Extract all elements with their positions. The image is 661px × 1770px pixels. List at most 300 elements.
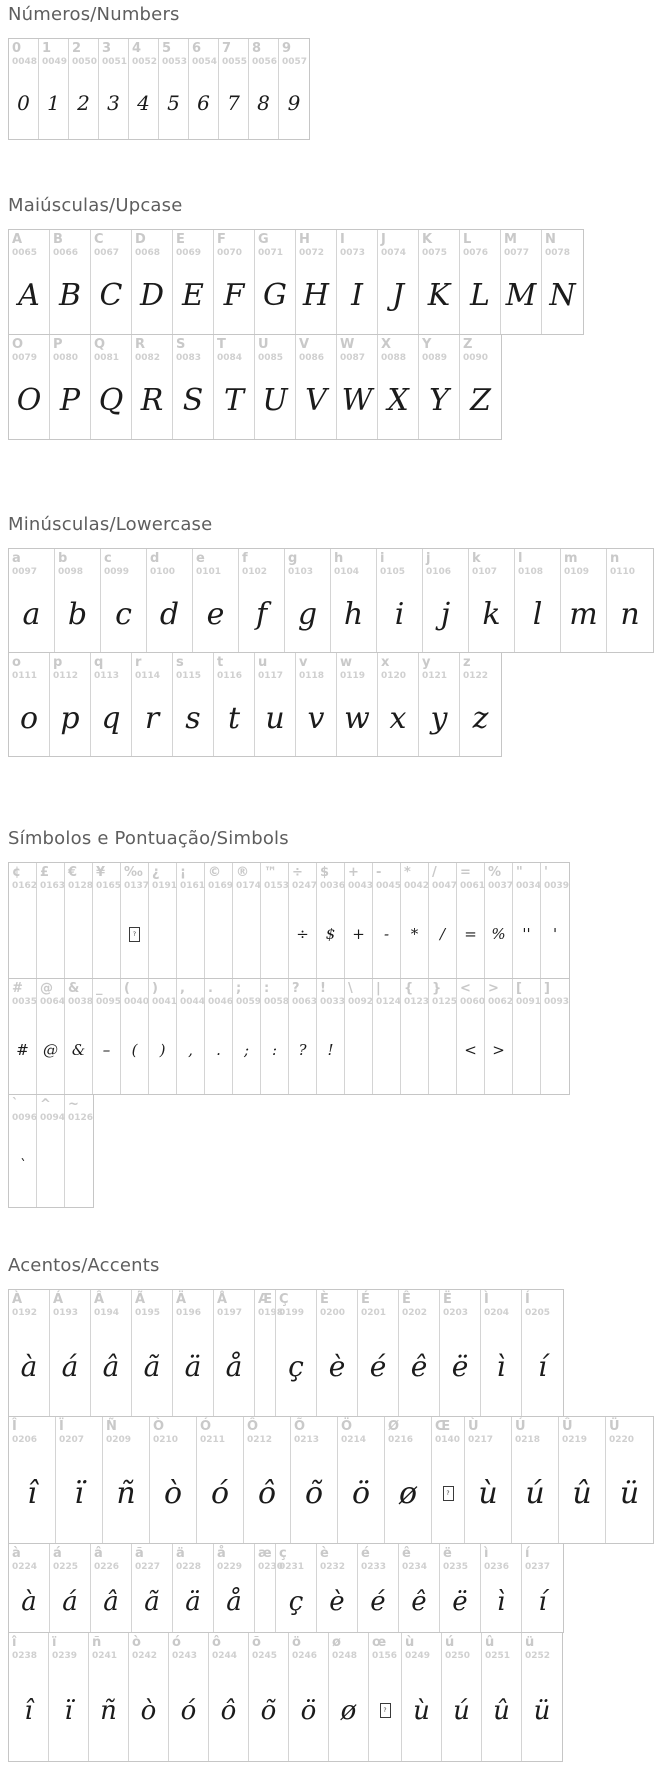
unicode-decimal-code: 0036 <box>320 881 346 891</box>
font-glyph: s <box>185 700 201 736</box>
font-glyph: 0 <box>17 90 30 115</box>
char-cell <box>65 863 93 978</box>
unicode-decimal-code: 0251 <box>485 1651 511 1661</box>
char-cell <box>419 230 460 334</box>
char-cell <box>101 549 147 652</box>
font-glyph: ñ <box>116 1476 136 1511</box>
char-cell <box>541 979 569 1094</box>
font-glyph: ã <box>143 1350 161 1383</box>
reference-char: g <box>288 551 298 566</box>
reference-char: p <box>53 655 63 670</box>
unicode-decimal-code: 0201 <box>361 1308 387 1318</box>
reference-char: k <box>472 551 481 566</box>
font-glyph: = <box>464 925 477 943</box>
charmap-table <box>8 229 584 440</box>
reference-char: Ü <box>609 1419 620 1434</box>
unicode-decimal-code: 0207 <box>59 1435 85 1445</box>
font-glyph: h <box>343 596 364 632</box>
unicode-decimal-code: 0243 <box>172 1651 198 1661</box>
font-glyph: 2 <box>77 90 90 115</box>
char-cell <box>9 653 50 756</box>
font-glyph: ë <box>452 1586 468 1617</box>
reference-char: < <box>460 981 471 996</box>
font-glyph: - <box>383 925 390 943</box>
reference-char: À <box>12 1292 23 1307</box>
char-cell <box>249 39 279 139</box>
char-cell <box>50 1290 91 1416</box>
unicode-decimal-code: 0113 <box>94 671 120 681</box>
font-glyph <box>432 1008 456 1092</box>
reference-char: ! <box>320 981 326 996</box>
font-glyph: 8 <box>257 90 270 115</box>
reference-char: - <box>376 865 382 880</box>
char-cell <box>289 979 317 1094</box>
reference-char: \ <box>348 981 353 996</box>
reference-char: J <box>381 232 386 247</box>
reference-char: G <box>258 232 269 247</box>
char-cell <box>129 1633 169 1761</box>
font-glyph: u <box>265 700 285 736</box>
unicode-decimal-code: 0219 <box>562 1435 588 1445</box>
reference-char: q <box>94 655 104 670</box>
font-glyph: ã <box>144 1586 160 1617</box>
font-glyph <box>12 892 36 976</box>
reference-char: U <box>258 337 269 352</box>
char-cell <box>331 549 377 652</box>
reference-char: ì <box>484 1546 489 1561</box>
reference-char: v <box>299 655 308 670</box>
reference-char: f <box>242 551 248 566</box>
font-glyph: û <box>493 1695 510 1726</box>
font-glyph <box>404 1008 428 1092</box>
char-cell <box>50 230 91 334</box>
font-glyph: i <box>394 596 405 632</box>
unicode-decimal-code: 0038 <box>68 997 94 1007</box>
unicode-decimal-code: 0099 <box>104 567 130 577</box>
char-cell <box>9 549 55 652</box>
font-glyph: ù <box>413 1695 430 1726</box>
reference-char: P <box>53 337 63 352</box>
reference-char: 3 <box>102 41 112 56</box>
reference-char: X <box>381 337 392 352</box>
unicode-decimal-code: 0224 <box>12 1562 38 1572</box>
char-cell <box>457 863 485 978</box>
font-glyph: Q <box>98 383 124 418</box>
font-glyph: ñ <box>100 1695 117 1726</box>
char-cell <box>65 1095 93 1207</box>
font-glyph <box>208 892 232 976</box>
unicode-decimal-code: 0094 <box>40 1113 66 1123</box>
reference-char: @ <box>40 981 53 996</box>
font-glyph: > <box>492 1041 505 1059</box>
unicode-decimal-code: 0104 <box>334 567 360 577</box>
char-cell <box>239 549 285 652</box>
unicode-decimal-code: 0046 <box>208 997 234 1007</box>
unicode-decimal-code: 0073 <box>340 248 366 258</box>
font-glyph <box>152 892 176 976</box>
reference-char: 5 <box>162 41 172 56</box>
font-glyph: ö <box>300 1695 317 1726</box>
unicode-decimal-code: 0109 <box>564 567 590 577</box>
font-glyph: : <box>271 1041 278 1059</box>
reference-char: Ï <box>59 1419 64 1434</box>
char-cell <box>515 549 561 652</box>
font-glyph: K <box>427 278 451 313</box>
unicode-decimal-code: 0204 <box>484 1308 510 1318</box>
font-glyph: ç <box>288 1586 304 1617</box>
font-glyph: e <box>206 596 225 632</box>
font-glyph: ø <box>398 1476 418 1511</box>
unicode-decimal-code: 0115 <box>176 671 202 681</box>
char-cell <box>401 979 429 1094</box>
char-cell <box>244 1417 291 1543</box>
unicode-decimal-code: 0236 <box>484 1562 510 1572</box>
char-cell <box>296 230 337 334</box>
unicode-decimal-code: 0234 <box>402 1562 428 1572</box>
unicode-decimal-code: 0068 <box>135 248 161 258</box>
font-glyph: â <box>103 1586 119 1617</box>
unicode-decimal-code: 0071 <box>258 248 284 258</box>
char-cell <box>255 230 296 334</box>
font-glyph: ) <box>159 1041 166 1059</box>
charmap-row <box>8 652 502 757</box>
char-cell <box>197 1417 244 1543</box>
unicode-decimal-code: 0238 <box>12 1651 38 1661</box>
unicode-decimal-code: 0091 <box>516 997 542 1007</box>
reference-char: ` <box>12 1097 19 1112</box>
char-cell <box>513 979 541 1094</box>
font-glyph: è <box>328 1350 346 1383</box>
unicode-decimal-code: 0102 <box>242 567 268 577</box>
char-cell <box>9 230 50 334</box>
font-glyph <box>236 892 260 976</box>
unicode-decimal-code: 0216 <box>388 1435 414 1445</box>
reference-char: > <box>488 981 499 996</box>
char-cell <box>233 863 261 978</box>
reference-char: ¡ <box>180 865 186 880</box>
unicode-decimal-code: 0080 <box>53 353 79 363</box>
reference-char: o <box>12 655 21 670</box>
unicode-decimal-code: 0122 <box>463 671 489 681</box>
char-cell <box>345 979 373 1094</box>
char-cell <box>9 1544 50 1632</box>
font-glyph: k <box>482 596 501 632</box>
font-glyph <box>264 892 288 976</box>
unicode-decimal-code: 0195 <box>135 1308 161 1318</box>
char-cell <box>501 230 542 334</box>
reference-char: Ñ <box>106 1419 117 1434</box>
reference-char: Ô <box>247 1419 259 1434</box>
char-cell <box>132 1544 173 1632</box>
unicode-decimal-code: 0083 <box>176 353 202 363</box>
font-glyph: ù <box>478 1476 498 1511</box>
reference-char: z <box>463 655 471 670</box>
charmap-row <box>8 229 584 335</box>
reference-char: í <box>525 1546 530 1561</box>
char-cell <box>373 979 401 1094</box>
char-cell <box>485 863 513 978</box>
font-glyph: ô <box>220 1695 237 1726</box>
font-glyph: '' <box>522 925 531 943</box>
font-glyph <box>180 892 204 976</box>
char-cell <box>173 1544 214 1632</box>
unicode-decimal-code: 0049 <box>42 57 68 67</box>
char-cell <box>50 653 91 756</box>
reference-char: & <box>68 981 80 996</box>
reference-char: _ <box>96 981 103 996</box>
char-cell <box>522 1544 563 1632</box>
reference-char: ó <box>172 1635 181 1650</box>
unicode-decimal-code: 0114 <box>135 671 161 681</box>
reference-char: / <box>432 865 437 880</box>
unicode-decimal-code: 0096 <box>12 1113 38 1123</box>
section-title: Números/Numbers <box>8 4 180 25</box>
reference-char: b <box>58 551 68 566</box>
font-glyph: J <box>391 278 405 313</box>
reference-char: R <box>135 337 146 352</box>
char-cell <box>485 979 513 1094</box>
char-cell <box>50 335 91 439</box>
reference-char: * <box>404 865 411 880</box>
reference-char: C <box>94 232 104 247</box>
font-glyph: y <box>430 700 448 736</box>
unicode-decimal-code: 0252 <box>525 1651 551 1661</box>
reference-char: " <box>516 865 523 880</box>
reference-char: t <box>217 655 224 670</box>
unicode-decimal-code: 0112 <box>53 671 79 681</box>
font-glyph: U <box>262 383 288 418</box>
font-glyph: W <box>341 383 373 418</box>
char-cell <box>209 1633 249 1761</box>
reference-char: ç <box>279 1546 287 1561</box>
reference-char: E <box>176 232 185 247</box>
char-cell <box>261 979 289 1094</box>
font-glyph <box>68 892 92 976</box>
unicode-decimal-code: 0248 <box>332 1651 358 1661</box>
unicode-decimal-code: 0078 <box>545 248 571 258</box>
reference-char: } <box>432 981 442 996</box>
reference-char: ä <box>176 1546 185 1561</box>
font-glyph: ü <box>619 1476 640 1511</box>
unicode-decimal-code: 0156 <box>372 1651 398 1661</box>
reference-char: Ç <box>279 1292 289 1307</box>
char-cell <box>317 863 345 978</box>
reference-char: d <box>150 551 160 566</box>
unicode-decimal-code: 0060 <box>460 997 486 1007</box>
reference-char: ú <box>445 1635 455 1650</box>
font-glyph: õ <box>260 1695 277 1726</box>
unicode-decimal-code: 0103 <box>288 567 314 577</box>
unicode-decimal-code: 0101 <box>196 567 222 577</box>
font-glyph: g <box>297 596 318 632</box>
font-glyph: w <box>344 700 370 736</box>
font-glyph: D <box>139 278 165 313</box>
reference-char: Ö <box>341 1419 353 1434</box>
reference-char: Î <box>12 1419 17 1434</box>
font-glyph: é <box>369 1350 387 1383</box>
unicode-decimal-code: 0249 <box>405 1651 431 1661</box>
char-cell <box>289 1633 329 1761</box>
char-cell <box>440 1544 481 1632</box>
reference-char: ö <box>292 1635 301 1650</box>
char-cell <box>337 230 378 334</box>
char-cell <box>255 653 296 756</box>
char-cell <box>214 335 255 439</box>
char-cell <box>89 1633 129 1761</box>
font-glyph <box>435 1446 464 1541</box>
unicode-decimal-code: 0062 <box>488 997 514 1007</box>
char-cell <box>522 1633 562 1761</box>
font-glyph <box>68 1124 93 1205</box>
unicode-decimal-code: 0090 <box>463 353 489 363</box>
font-glyph: r <box>144 700 160 736</box>
unicode-decimal-code: 0153 <box>264 881 290 891</box>
font-glyph: ? <box>298 1041 307 1059</box>
char-cell <box>337 335 378 439</box>
unicode-decimal-code: 0066 <box>53 248 79 258</box>
font-glyph: & <box>71 1041 86 1059</box>
reference-char: D <box>135 232 146 247</box>
char-cell <box>607 549 653 652</box>
unicode-decimal-code: 0214 <box>341 1435 367 1445</box>
reference-char: ® <box>236 865 249 880</box>
unicode-decimal-code: 0081 <box>94 353 120 363</box>
char-cell <box>177 863 205 978</box>
char-cell <box>460 653 501 756</box>
char-cell <box>296 653 337 756</box>
unicode-decimal-code: 0250 <box>445 1651 471 1661</box>
unicode-decimal-code: 0076 <box>463 248 489 258</box>
font-glyph: î <box>27 1476 37 1511</box>
char-cell <box>442 1633 482 1761</box>
unicode-decimal-code: 0108 <box>518 567 544 577</box>
char-cell <box>399 1544 440 1632</box>
reference-char: Â <box>94 1292 105 1307</box>
reference-char: æ <box>258 1546 272 1561</box>
reference-char: Á <box>53 1292 64 1307</box>
unicode-decimal-code: 0110 <box>610 567 636 577</box>
reference-char: ø <box>332 1635 341 1650</box>
char-cell <box>69 39 99 139</box>
reference-char: 9 <box>282 41 292 56</box>
reference-char: õ <box>252 1635 261 1650</box>
font-glyph: 3 <box>107 90 120 115</box>
unicode-decimal-code: 0082 <box>135 353 161 363</box>
char-cell <box>423 549 469 652</box>
unicode-decimal-code: 0218 <box>515 1435 541 1445</box>
font-glyph: E <box>182 278 204 313</box>
reference-char: , <box>180 981 185 996</box>
reference-char: y <box>422 655 431 670</box>
font-glyph: ú <box>525 1476 545 1511</box>
char-cell <box>91 230 132 334</box>
unicode-decimal-code: 0057 <box>282 57 308 67</box>
char-cell <box>457 979 485 1094</box>
char-cell <box>512 1417 559 1543</box>
reference-char: ÷ <box>292 865 303 880</box>
unicode-decimal-code: 0065 <box>12 248 38 258</box>
unicode-decimal-code: 0137 <box>124 881 150 891</box>
charmap-table <box>8 1289 654 1762</box>
font-glyph <box>258 1573 275 1630</box>
char-cell <box>214 653 255 756</box>
char-cell <box>37 979 65 1094</box>
char-cell <box>377 549 423 652</box>
unicode-decimal-code: 0206 <box>12 1435 38 1445</box>
char-cell <box>189 39 219 139</box>
font-glyph: ö <box>351 1476 371 1511</box>
char-cell <box>149 979 177 1094</box>
reference-char: ü <box>525 1635 535 1650</box>
font-glyph: ç <box>288 1350 304 1383</box>
reference-char: I <box>340 232 345 247</box>
reference-char: à <box>12 1546 21 1561</box>
font-glyph: q <box>101 700 121 736</box>
char-cell <box>469 549 515 652</box>
char-cell <box>378 230 419 334</box>
charmap-row <box>8 978 570 1095</box>
font-glyph: d <box>159 596 180 632</box>
reference-char: = <box>460 865 471 880</box>
unicode-decimal-code: 0119 <box>340 671 366 681</box>
reference-char: Ò <box>153 1419 165 1434</box>
char-cell <box>399 1290 440 1416</box>
font-glyph: j <box>440 596 451 632</box>
reference-char: l <box>518 551 523 566</box>
unicode-decimal-code: 0056 <box>252 57 278 67</box>
unicode-decimal-code: 0035 <box>12 997 38 1007</box>
font-glyph: á <box>61 1350 79 1383</box>
char-cell <box>214 230 255 334</box>
reference-char: ' <box>544 865 548 880</box>
char-cell <box>401 863 429 978</box>
reference-char: Ê <box>402 1292 411 1307</box>
reference-char: j <box>426 551 431 566</box>
unicode-decimal-code: 0092 <box>348 997 374 1007</box>
unicode-decimal-code: 0227 <box>135 1562 161 1572</box>
char-cell <box>378 335 419 439</box>
font-glyph: F <box>223 278 245 313</box>
reference-char: ^ <box>40 1097 51 1112</box>
char-cell <box>214 1544 255 1632</box>
char-cell <box>9 863 37 978</box>
font-glyph: p <box>60 700 80 736</box>
font-glyph: ï <box>74 1476 84 1511</box>
char-cell <box>385 1417 432 1543</box>
reference-char: { <box>404 981 414 996</box>
char-cell <box>317 979 345 1094</box>
char-cell <box>279 39 309 139</box>
reference-char: Y <box>422 337 432 352</box>
font-glyph: H <box>302 278 330 313</box>
font-glyph: @ <box>43 1041 58 1059</box>
char-cell <box>121 979 149 1094</box>
reference-char: û <box>485 1635 495 1650</box>
char-cell <box>255 335 296 439</box>
char-cell <box>214 1290 255 1416</box>
font-glyph <box>40 1124 64 1205</box>
font-glyph: S <box>182 383 204 418</box>
reference-char: € <box>68 865 78 880</box>
font-glyph: à <box>20 1350 38 1383</box>
char-cell <box>129 39 159 139</box>
unicode-decimal-code: 0126 <box>68 1113 94 1123</box>
unicode-decimal-code: 0211 <box>200 1435 226 1445</box>
font-glyph: å <box>226 1586 242 1617</box>
unicode-decimal-code: 0061 <box>460 881 486 891</box>
unicode-decimal-code: 0045 <box>376 881 402 891</box>
unicode-decimal-code: 0174 <box>236 881 262 891</box>
